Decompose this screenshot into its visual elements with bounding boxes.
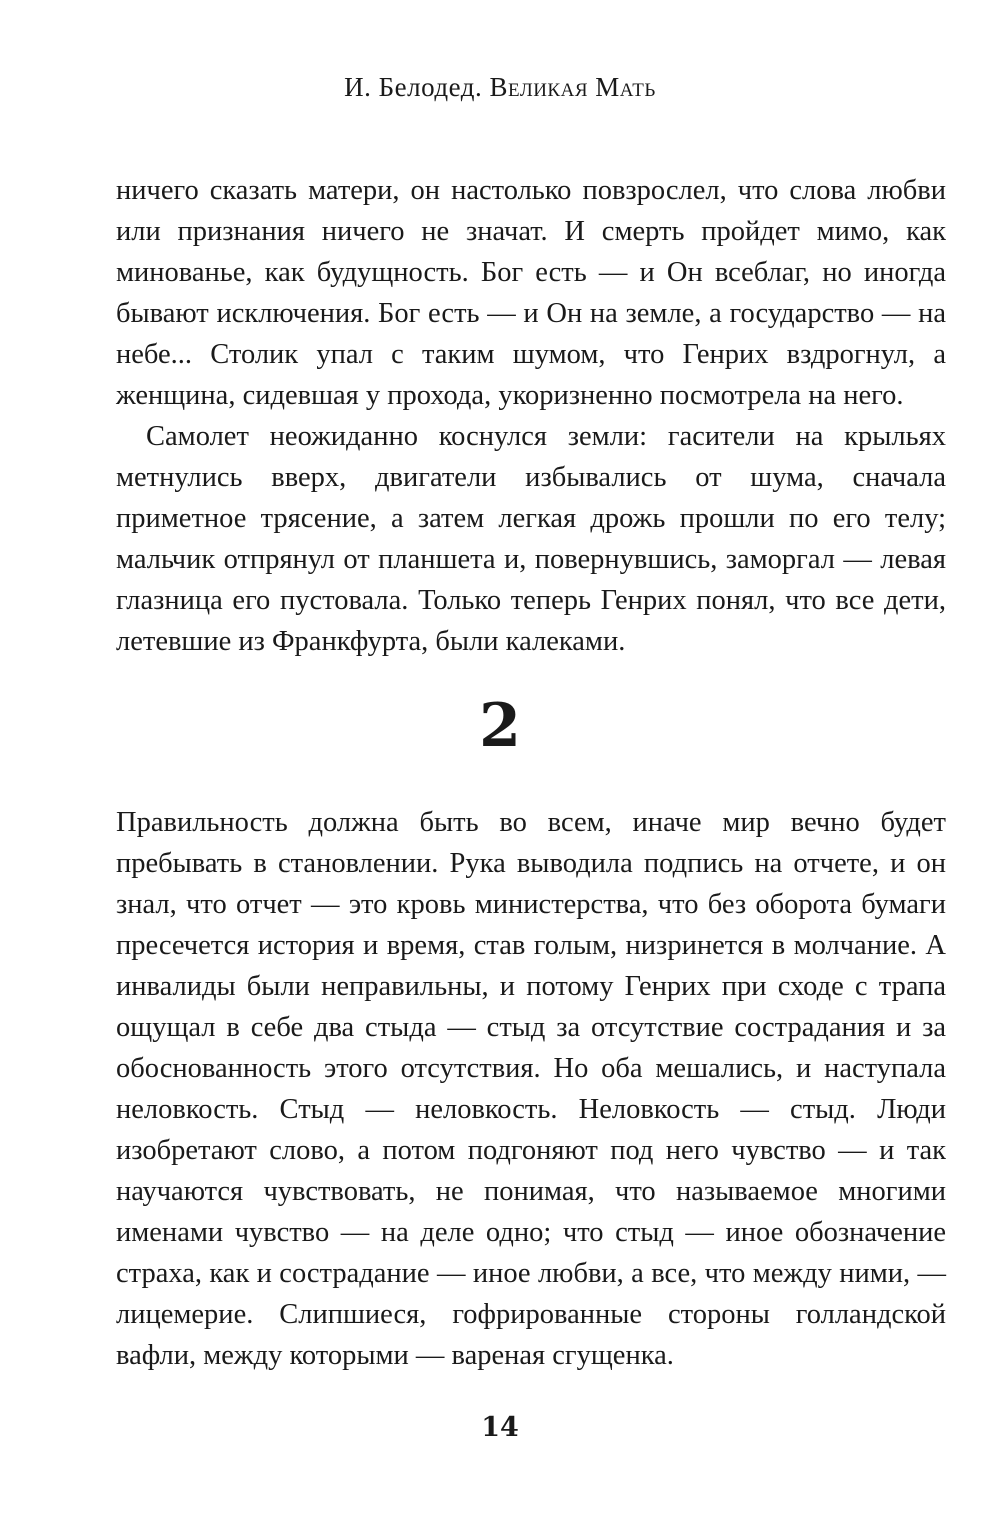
paragraph: Правильность должна быть во всем, иначе мир вечно будет пребывать в становлении. Рука выводила подпись на отчете, и он знал, что отчет — это кровь министерства, что без оборота бумаги пресечется история и время, став голым, низринется в молчание. А инвалиды были неправильны, и потому Генрих при сходе с трапа ощущал в себе два стыда — стыд за отсутствие сострадания и за обоснованность этого отсутствия. Но оба мешались, и наступала неловкость. Стыд — неловкость. Неловкость — стыд. Люди изобретают слово, а потом подгоняют под него чувство — и так научаются чувствовать, не понимая, что называемое многими именами чувство — на деле одно; что стыд — иное обозначение страха, как и сострадание — иное любви, а все, что между ними, — лицемерие. Слипшиеся, гофрированные стороны голландской вафли, между которыми — вареная сгущенка. [116, 807, 946, 1371]
page-number: 14 [481, 1412, 519, 1443]
header-author: И. Белодед. [344, 72, 483, 102]
header-title: Великая Мать [489, 72, 656, 102]
chapter-number: 2 [479, 691, 521, 761]
section-2-text [116, 802, 946, 1376]
section-1-text [116, 170, 946, 662]
running-header [0, 72, 1000, 103]
paragraph: Самолет неожиданно коснулся земли: гасители на крыльях метнулись вверх, двигатели избывались от шума, сначала приметное трясение, а затем легкая дрожь прошли по его телу; мальчик отпрянул от планшета и, повернувшись, заморгал — левая глазница его пустовала. Только теперь Генрих понял, что все дети, летевшие из Франкфурта, были калеками. [116, 421, 946, 657]
paragraph: ничего сказать матери, он настолько повзрослел, что слова любви или признания ничего не значат. И смерть пройдет мимо, как минованье, как будущность. Бог есть — и Он всеблаг, но иногда бывают исключения. Бог есть — и Он на земле, а государство — на небе... Столик упал с таким шумом, что Генрих вздрогнул, а женщина, сидевшая у прохода, укоризненно посмотрела на него. [116, 175, 946, 411]
